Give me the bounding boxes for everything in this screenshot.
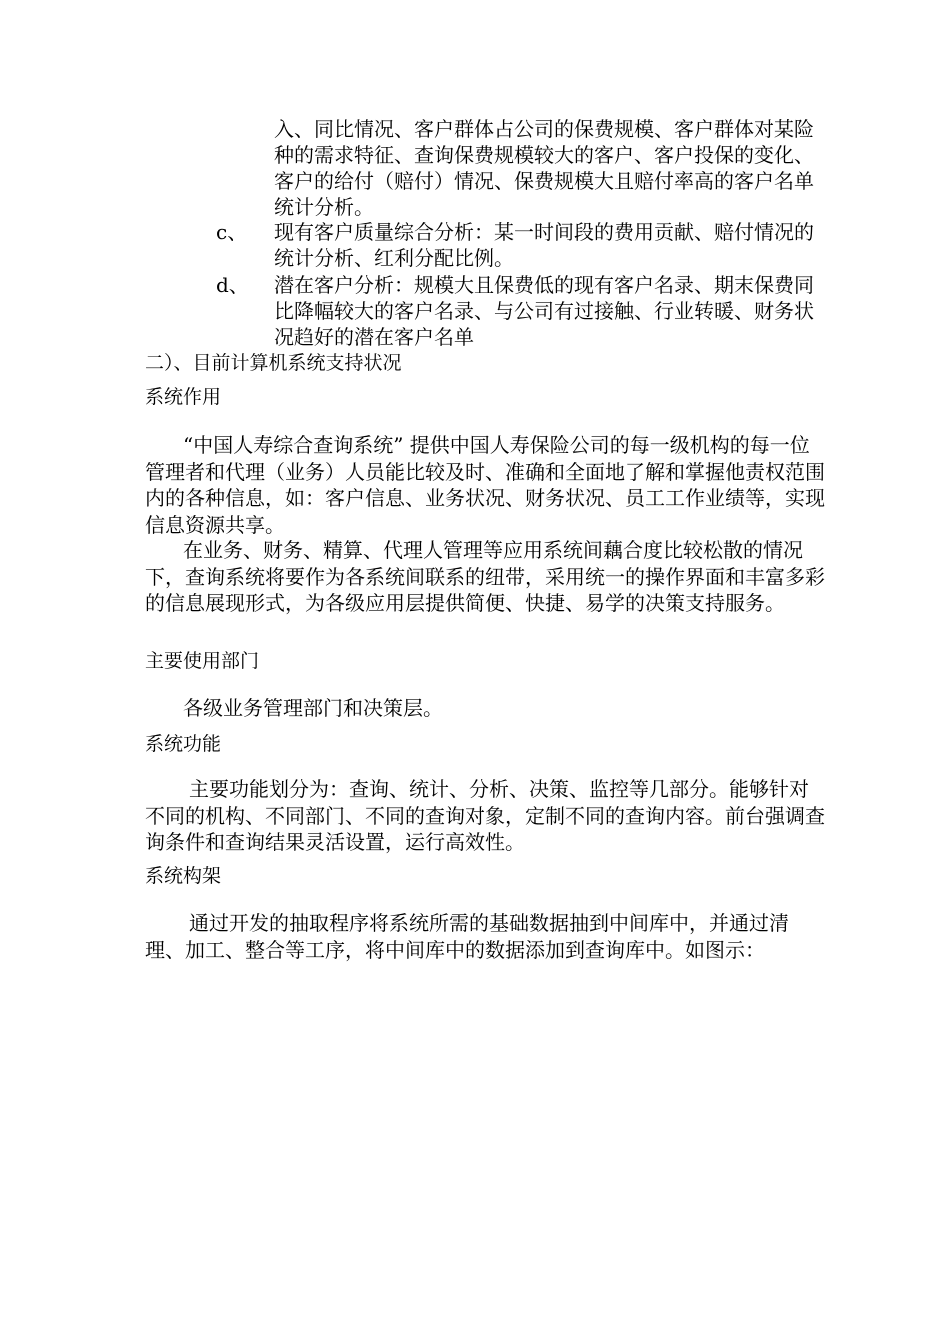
list-marker: d、 — [216, 273, 249, 297]
paragraph-text: “中国人寿综合查询系统” 提供中国人寿保险公司的每一级机构的每一位管理者和代理（业务）人员能比较及时、准确和全面地了解和掌握他责权范围内的各种信息，如：客户信息、业务状况、财务状况、员工工作业绩等，实现信息资源共享。 — [145, 433, 825, 537]
paragraph-system-role-2 — [145, 537, 825, 617]
paragraph-text: 在业务、财务、精算、代理人管理等应用系统间藕合度比较松散的情况下，查询系统将要作为各系统间联系的纽带，采用统一的操作界面和丰富多彩的信息展现形式，为各级应用层提供简便、快捷、易学的决策支持服务。 — [145, 538, 825, 615]
list-item-text: 现有客户质量综合分析：某一时间段的费用贡献、赔付情况的统计分析、红利分配比例。 — [274, 220, 814, 270]
heading-system-role: 系统作用 — [145, 386, 222, 408]
list-marker: c、 — [216, 220, 248, 244]
paragraph-text: 各级业务管理部门和决策层。 — [183, 696, 443, 720]
list-item-text: 潜在客户分析：规模大且保费低的现有客户名录、期末保费同比降幅较大的客户名录、与公司有过接触、行业转暖、财务状况趋好的潜在客户名单 — [274, 273, 814, 349]
paragraph-system-functions — [145, 776, 825, 856]
paragraph-text: 通过开发的抽取程序将系统所需的基础数据抽到中间库中，并通过清理、加工、整合等工序，将中间库中的数据添加到查询库中。如图示： — [145, 911, 789, 962]
paragraph-text: 主要功能划分为：查询、统计、分析、决策、监控等几部分。能够针对不同的机构、不同部门、不同的查询对象，定制不同的查询内容。前台强调查询条件和查询结果灵活设置，运行高效性。 — [145, 777, 825, 854]
paragraph-system-architecture — [145, 910, 825, 963]
heading-system-functions: 系统功能 — [145, 733, 222, 755]
heading-system-architecture: 系统构架 — [145, 865, 222, 887]
paragraph-main-departments — [145, 695, 825, 722]
list-continuation-text: 入、同比情况、客户群体占公司的保费规模、客户群体对某险种的需求特征、查询保费规模较大的客户、客户投保的变化、客户的给付（赔付）情况、保费规模大且赔付率高的客户名单统计分析。 — [274, 117, 814, 219]
paragraph-system-role-1 — [145, 432, 825, 538]
heading-main-departments: 主要使用部门 — [145, 650, 260, 672]
section-heading: 二）、目前计算机系统支持状况 — [145, 352, 402, 374]
